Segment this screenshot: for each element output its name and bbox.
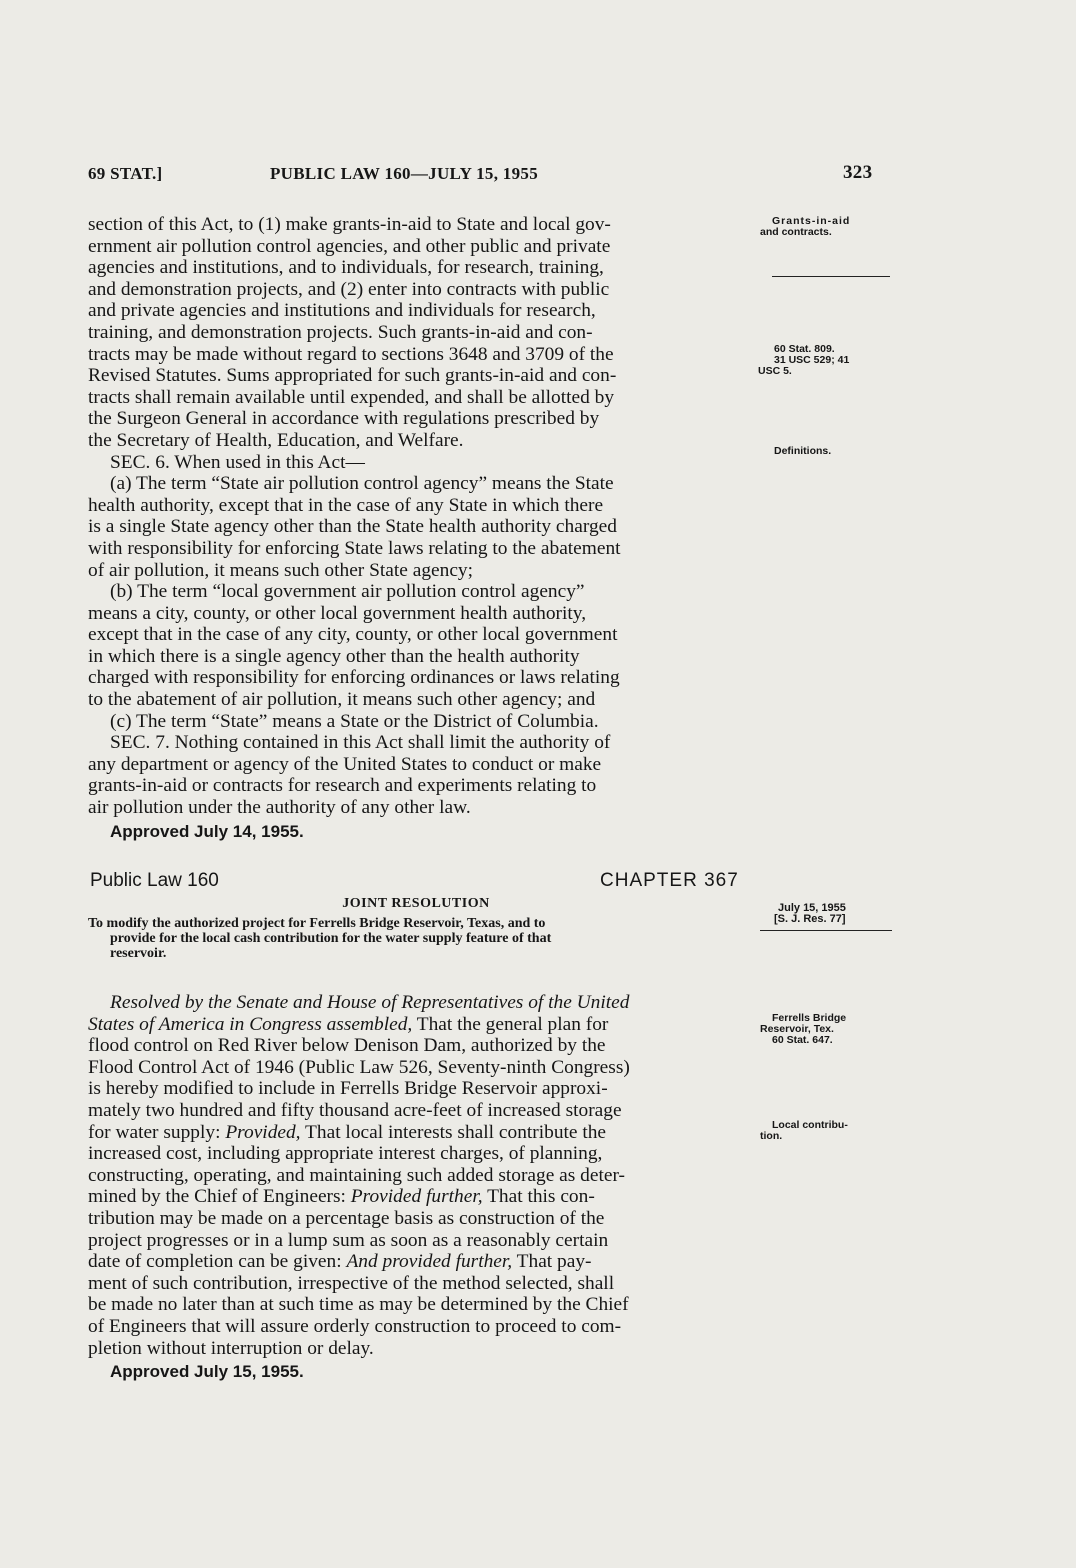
margin-line: Local contribu- xyxy=(772,1119,848,1131)
header-volume: 69 STAT.] xyxy=(88,164,163,183)
joint-resolution-purpose xyxy=(88,916,748,961)
text-line: any department or agency of the United States to conduct or make xyxy=(88,753,602,775)
text-line: training, and demonstration projects. Such grants-in-aid and con- xyxy=(88,321,593,343)
margin-note-ferrells xyxy=(760,1013,900,1046)
public-law-label: Public Law 160 xyxy=(90,870,219,891)
text-line: ernment air pollution control agencies, and other public and private xyxy=(88,235,611,257)
margin-divider xyxy=(760,930,892,931)
margin-note-grants xyxy=(760,216,900,238)
text-span: That pay- xyxy=(512,1251,592,1273)
text-line: section of this Act, to (1) make grants-in-aid to State and local gov- xyxy=(88,214,611,235)
italic-text: Provided further, xyxy=(350,1186,483,1208)
italic-text: Provided, xyxy=(225,1121,301,1143)
text-line: increased cost, including appropriate interest charges, of planning, xyxy=(88,1143,603,1165)
body-text-upper xyxy=(88,214,744,842)
margin-note-local xyxy=(760,1120,900,1142)
text-line: the Surgeon General in accordance with regulations prescribed by xyxy=(88,408,600,430)
page-number: 323 xyxy=(843,162,873,183)
text-line: Revised Statutes. Sums appropriated for such grants-in-aid and con- xyxy=(88,365,617,387)
text-line: charged with responsibility for enforcing ordinances or laws relating xyxy=(88,667,620,689)
text-span: That local interests shall contribute the xyxy=(300,1121,607,1143)
text-line: and private agencies and institutions and individuals for research, xyxy=(88,300,596,322)
purpose-line: To modify the authorized project for Ferrells Bridge Reservoir, Texas, and to xyxy=(88,916,546,931)
margin-line: [S. J. Res. 77] xyxy=(774,913,846,925)
text-line: in which there is a single agency other than the health authority xyxy=(88,645,580,667)
margin-divider xyxy=(772,276,890,277)
approved-date-2: Approved July 15, 1955. xyxy=(110,1362,304,1382)
text-line xyxy=(88,1014,744,1036)
text-line: ment of such contribution, irrespective of the method selected, shall xyxy=(88,1272,615,1294)
text-line: of Engineers that will assure orderly construction to proceed to com- xyxy=(88,1315,622,1337)
text-line: means a city, county, or other local government health authority, xyxy=(88,602,587,624)
purpose-line: provide for the local cash contribution for the water supply feature of that xyxy=(110,931,552,946)
text-line: pletion without interruption or delay. xyxy=(88,1337,374,1359)
text-span: That this con- xyxy=(482,1186,595,1208)
text-line: tracts may be made without regard to sections 3648 and 3709 of the xyxy=(88,343,614,365)
text-span: That the general plan for xyxy=(412,1013,609,1035)
text-line: tracts shall remain available until expended, and shall be allotted by xyxy=(88,386,615,408)
text-line: and demonstration projects, and (2) enter into contracts with public xyxy=(88,278,610,300)
text-line xyxy=(88,1186,744,1208)
italic-text: And provided further, xyxy=(346,1251,513,1273)
italic-text: Resolved by the Senate and House of Representatives of the United xyxy=(110,992,630,1013)
text-line: of air pollution, it means such other State agency; xyxy=(88,559,474,581)
text-line: be made no later than at such time as may be determined by the Chief xyxy=(88,1294,629,1316)
italic-text: States of America in Congress assembled, xyxy=(88,1013,413,1035)
text-line: grants-in-aid or contracts for research and experiments relating to xyxy=(88,775,597,797)
text-line: health authority, except that in the case of any State in which there xyxy=(88,494,604,516)
approved-date-1: Approved July 14, 1955. xyxy=(110,821,304,841)
joint-resolution-title: JOINT RESOLUTION xyxy=(342,896,490,911)
margin-line: Reservoir, Tex. xyxy=(760,1023,834,1035)
text-line: except that in the case of any city, county, or other local government xyxy=(88,624,618,646)
text-line: flood control on Red River below Denison Dam, authorized by the xyxy=(88,1035,606,1057)
text-line: with responsibility for enforcing State laws relating to the abatement xyxy=(88,537,621,559)
body-text-resolved xyxy=(88,992,744,1383)
sec6-heading: SEC. 6. When used in this Act— xyxy=(110,451,365,473)
margin-note-stat xyxy=(758,344,898,377)
margin-note-date xyxy=(774,903,914,925)
text-line: agencies and institutions, and to individuals, for research, training, xyxy=(88,257,604,279)
margin-note-definitions: Definitions. xyxy=(774,445,832,457)
text-line xyxy=(88,1251,744,1273)
text-line: air pollution under the authority of any other law. xyxy=(88,797,471,819)
text-line: project progresses or in a lump sum as soon as a reasonably certain xyxy=(88,1229,609,1251)
text-line: to the abatement of air pollution, it means such other agency; and xyxy=(88,689,596,711)
text-line: (c) The term “State” means a State or the District of Columbia. xyxy=(110,710,599,732)
text-line xyxy=(88,1122,744,1144)
text-span: for water supply: xyxy=(88,1121,226,1143)
text-line: mately two hundred and fifty thousand acre-feet of increased storage xyxy=(88,1099,622,1121)
text-line: tribution may be made on a percentage basis as construction of the xyxy=(88,1207,605,1229)
text-line: constructing, operating, and maintaining such added storage as deter- xyxy=(88,1164,625,1186)
margin-line: tion. xyxy=(760,1130,783,1142)
text-line: (a) The term “State air pollution control agency” means the State xyxy=(110,473,614,495)
margin-line: July 15, 1955 xyxy=(778,902,846,914)
text-line: Flood Control Act of 1946 (Public Law 526, Seventy-ninth Congress) xyxy=(88,1056,630,1078)
text-line: the Secretary of Health, Education, and Welfare. xyxy=(88,429,464,451)
text-line: is hereby modified to include in Ferrells Bridge Reservoir approxi- xyxy=(88,1078,608,1100)
margin-line: 31 USC 529; 41 xyxy=(774,354,850,366)
text-line xyxy=(88,992,744,1014)
header-title: PUBLIC LAW 160—JULY 15, 1955 xyxy=(270,164,539,183)
text-line: (b) The term “local government air pollution control agency” xyxy=(110,581,585,603)
text-line: is a single State agency other than the State health authority charged xyxy=(88,516,617,538)
chapter-label: CHAPTER 367 xyxy=(600,870,739,891)
text-span: date of completion can be given: xyxy=(88,1251,347,1273)
text-span: mined by the Chief of Engineers: xyxy=(88,1186,351,1208)
margin-line: USC 5. xyxy=(758,365,792,377)
margin-line: Ferrells Bridge xyxy=(772,1012,847,1024)
margin-line: and contracts. xyxy=(760,226,832,238)
sec7-line: SEC. 7. Nothing contained in this Act shall limit the authority of xyxy=(110,732,611,754)
margin-line: 60 Stat. 647. xyxy=(772,1034,833,1046)
purpose-line: reservoir. xyxy=(110,946,167,961)
margin-line: 60 Stat. 809. xyxy=(774,343,835,355)
margin-line: Grants-in-aid xyxy=(772,215,851,227)
